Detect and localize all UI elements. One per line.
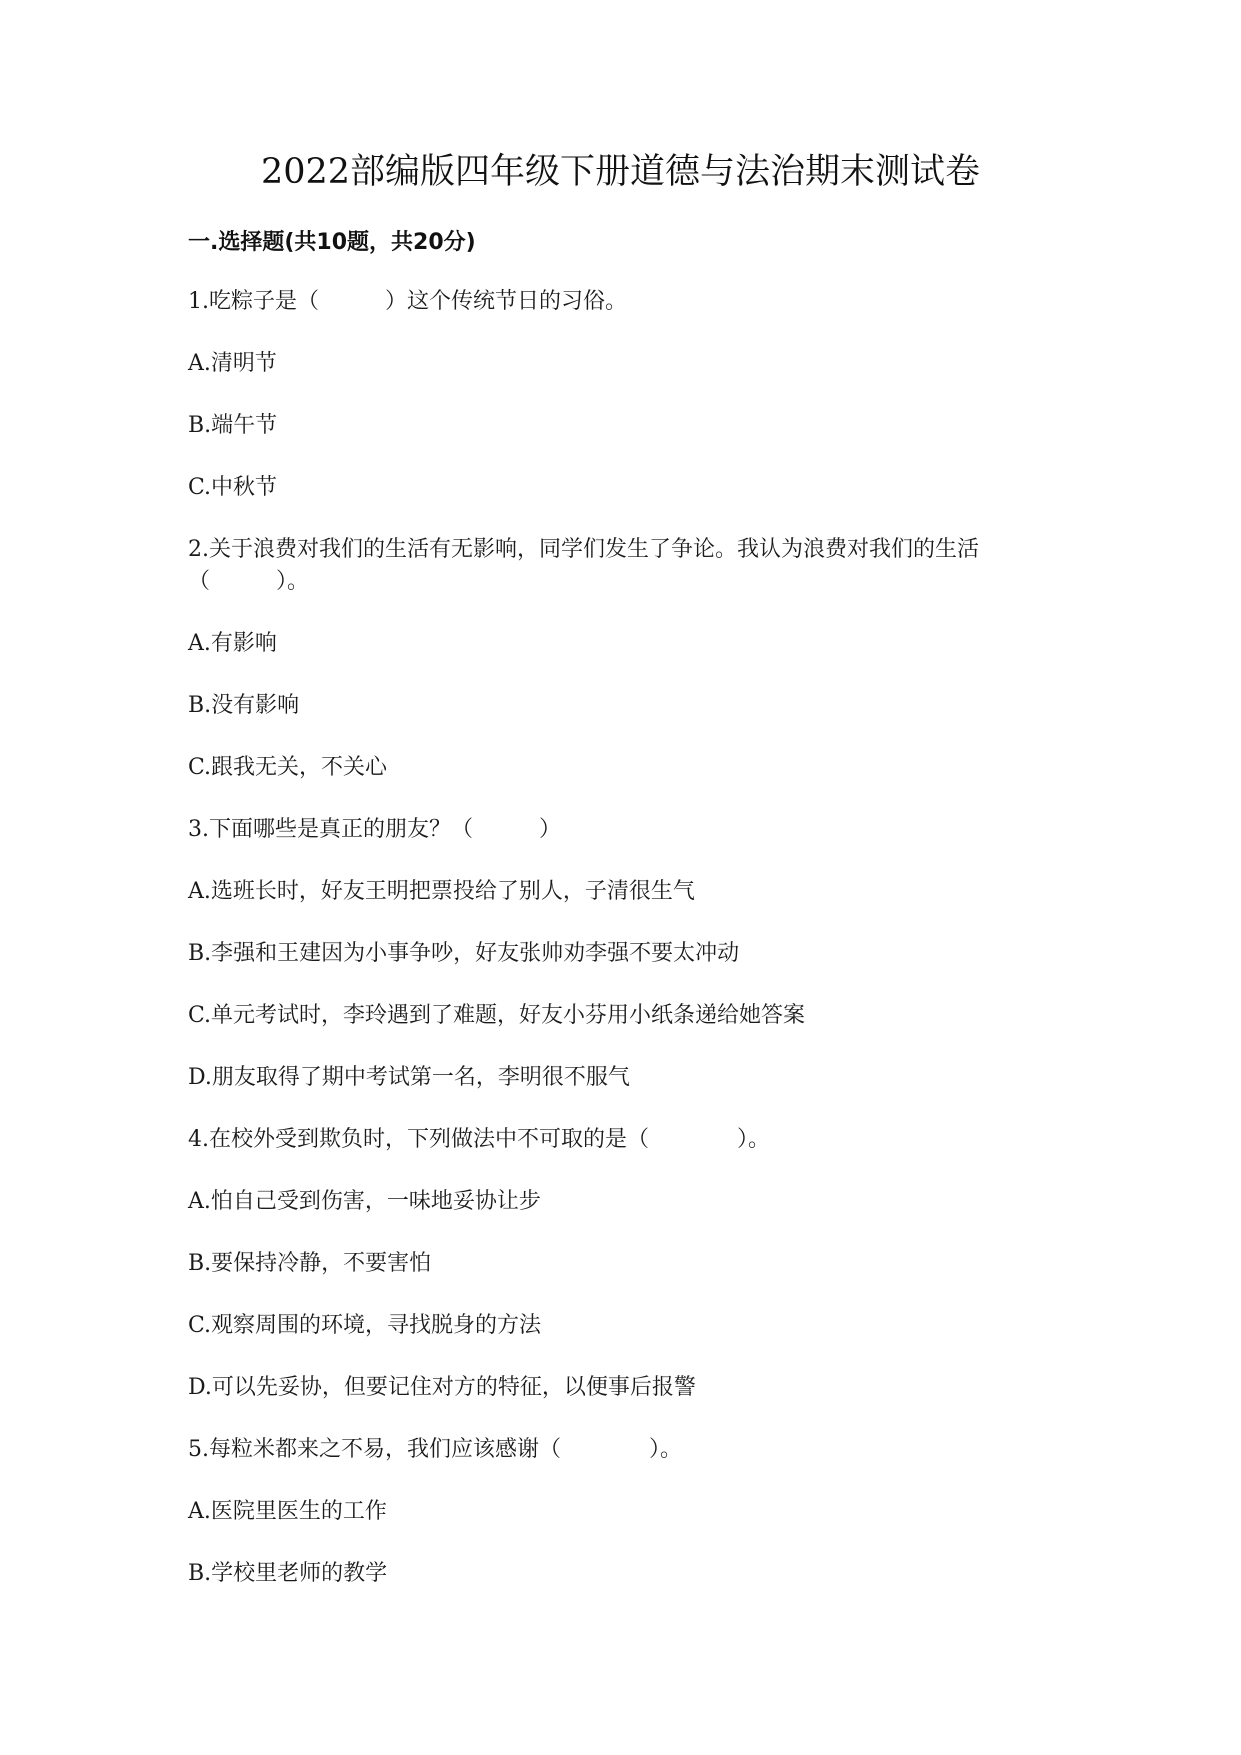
option-a: A.有影响 — [188, 631, 277, 656]
section-heading: 一.选择题(共10题，共20分) — [188, 230, 476, 255]
option-d: D.可以先妥协，但要记住对方的特征，以便事后报警 — [188, 1375, 696, 1400]
option-a: A.清明节 — [188, 351, 277, 376]
question-stem: 5.每粒米都来之不易，我们应该感谢（ ）。 — [188, 1437, 682, 1462]
option-b: B.李强和王建因为小事争吵，好友张帅劝李强不要太冲动 — [188, 941, 740, 966]
question-5 — [188, 1434, 1068, 1590]
question-1 — [188, 286, 1068, 504]
option-a: A.选班长时，好友王明把票投给了别人，子清很生气 — [188, 879, 695, 904]
option-b: B.端午节 — [188, 413, 278, 438]
question-3 — [188, 814, 1068, 1094]
question-2 — [188, 534, 1068, 784]
option-c: C.跟我无关，不关心 — [188, 755, 388, 780]
option-b: B.没有影响 — [188, 693, 300, 718]
option-c: C.中秋节 — [188, 475, 278, 500]
question-stem: 1.吃粽子是（ ）这个传统节日的习俗。 — [188, 289, 627, 314]
option-c: C.单元考试时，李玲遇到了难题，好友小芬用小纸条递给她答案 — [188, 1003, 806, 1028]
question-stem: 4.在校外受到欺负时，下列做法中不可取的是（ ）。 — [188, 1127, 770, 1152]
option-b: B.学校里老师的教学 — [188, 1561, 388, 1586]
option-d: D.朋友取得了期中考试第一名，李明很不服气 — [188, 1065, 630, 1090]
question-stem: 2.关于浪费对我们的生活有无影响，同学们发生了争论。我认为浪费对我们的生活（ ）。 — [188, 537, 979, 594]
question-4 — [188, 1124, 1068, 1404]
option-a: A.医院里医生的工作 — [188, 1499, 387, 1524]
question-stem: 3.下面哪些是真正的朋友？（ ） — [188, 817, 561, 842]
option-b: B.要保持冷静，不要害怕 — [188, 1251, 432, 1276]
option-a: A.怕自己受到伤害，一味地妥协让步 — [188, 1189, 541, 1214]
question-list — [188, 286, 1068, 1620]
option-c: C.观察周围的环境，寻找脱身的方法 — [188, 1313, 542, 1338]
page-title: 2022部编版四年级下册道德与法治期末测试卷 — [260, 152, 981, 192]
